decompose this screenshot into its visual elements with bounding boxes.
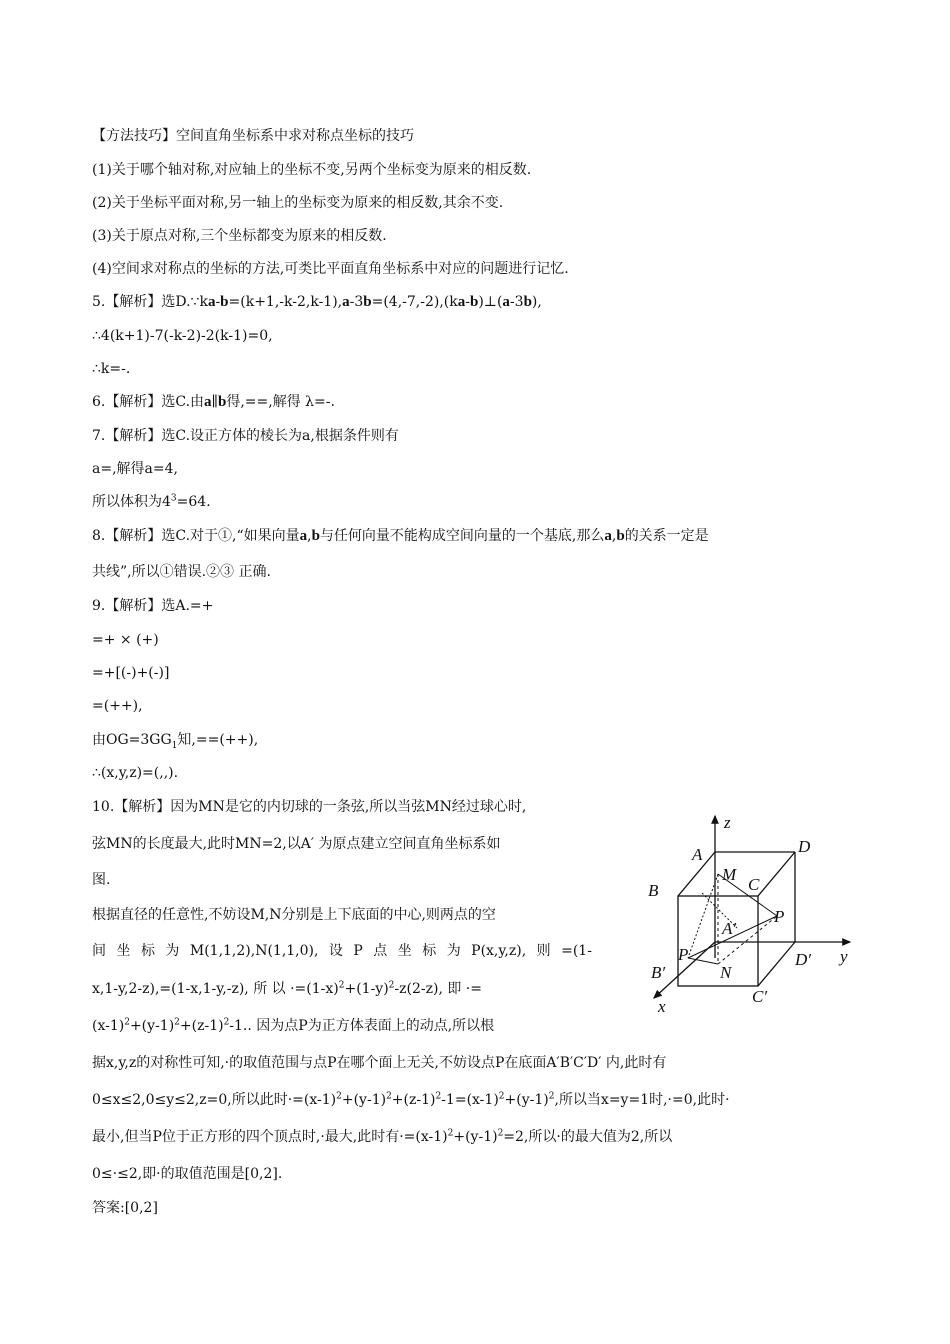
q7-line-3: 所以体积为$4^3=64$. bbox=[92, 493, 211, 510]
method-title: 【方法技巧】空间直角坐标系中求对称点坐标的技巧 bbox=[92, 128, 414, 144]
method-point-1: (1)关于哪个轴对称,对应轴上的坐标不变,另两个坐标变为原来的相反数. bbox=[92, 162, 532, 178]
q9-line-4: =(++), bbox=[92, 698, 143, 714]
q8-line-1: 8.【解析】选C.对于①,“如果向量a,b与任何向量不能构成空间向量的一个基底,那么a,b的关系一定是 bbox=[92, 528, 709, 544]
q5-line-2: ∴4(k+1)-7(-k-2)-2(k-1)=0, bbox=[92, 328, 273, 344]
q8-line-2: 共线”,所以①错误.②③ 正确. bbox=[92, 564, 271, 580]
q10-line-4: 根据直径的任意性,不妨设M,N分别是上下底面的中心,则两点的空 bbox=[92, 907, 496, 923]
q10-line-3: 图. bbox=[92, 872, 111, 888]
label-B-prime: B′ bbox=[651, 963, 666, 982]
label-P-left: P bbox=[678, 945, 689, 964]
q9-line-2: =+ × (+) bbox=[92, 632, 159, 648]
label-C-prime: C′ bbox=[752, 987, 768, 1006]
q7-line-1: 7.【解析】选C.设正方体的棱长为a,根据条件则有 bbox=[92, 428, 399, 444]
label-M: M bbox=[722, 865, 737, 884]
label-P-right: P bbox=[774, 907, 785, 926]
q10-line-7: $(x-1)^2+(y-1)^2+(z-1)^2-1$.. 因为点P为正方体表面上的动点,所以根 bbox=[92, 1017, 495, 1034]
q10-line-8: 据x,y,z的对称性可知,·的取值范围与点P在哪个面上无关,不妨设点P在底面A′B′C′D′ 内,此时有 bbox=[92, 1055, 667, 1071]
q10-line-5: 间 坐 标 为 M(1,1,2),N(1,1,0), 设 P 点 坐 标 为 P(x,y,z), 则 =(1- bbox=[92, 943, 592, 959]
q5-line-1: 5.【解析】选D.∵ka-b=(k+1,-k-2,k-1),a-3b=(4,-7,-2),(ka-b)⊥(a-3b), bbox=[92, 294, 542, 310]
label-N: N bbox=[720, 963, 732, 982]
method-point-2: (2)关于坐标平面对称,另一轴上的坐标变为原来的相反数,其余不变. bbox=[92, 195, 504, 211]
q10-line-2: 弦MN的长度最大,此时MN=2,以A′ 为原点建立空间直角坐标系如 bbox=[92, 836, 501, 852]
q10-line-11: 0≤·≤2,即·的取值范围是[0,2]. bbox=[92, 1166, 283, 1182]
label-A: A bbox=[692, 845, 703, 864]
q9-line-1: 9.【解析】选A.=+ bbox=[92, 598, 214, 614]
label-C: C bbox=[748, 875, 760, 894]
label-D: D bbox=[798, 837, 811, 856]
label-D-prime: D′ bbox=[795, 950, 811, 969]
label-x: x bbox=[658, 997, 666, 1016]
q5-line-3: ∴k=-. bbox=[92, 361, 131, 377]
label-z: z bbox=[724, 813, 731, 832]
q10-line-9: 0≤x≤2,0≤y≤2,z=0,所以此时$\cdot=(x-1)^2+(y-1)^2+(z-1)^2-1=(x-1)^2+(y-1)^2$,所以当x=y=1时,·=0,此时· bbox=[92, 1091, 730, 1108]
q9-line-5: 由$OG=3GG_1$知,==(++), bbox=[92, 732, 259, 751]
q10-line-10: 最小,但当P位于正方形的四个顶点时,·最大,此时有$\cdot=(x-1)^2+(y-1)^2=2$,所以·的最大值为2,所以 bbox=[92, 1128, 673, 1145]
q10-line-6: x,1-y,2-z),=(1-x,1-y,-z), 所 以 $\cdot=(1-x)^2+(1-y)^2-z(2-z)$, 即 ·= bbox=[92, 980, 482, 997]
method-point-3: (3)关于原点对称,三个坐标都变为原来的相反数. bbox=[92, 228, 387, 244]
label-B: B bbox=[648, 881, 659, 900]
q6-line-1: 6.【解析】选C.由a∥b得,==,解得 λ=-. bbox=[92, 394, 335, 410]
q7-line-2: a=,解得a=4, bbox=[92, 461, 178, 477]
q9-line-6: ∴(x,y,z)=(,,). bbox=[92, 765, 179, 781]
label-y: y bbox=[840, 947, 848, 966]
method-point-4: (4)空间求对称点的坐标的方法,可类比平面直角坐标系中对应的问题进行记忆. bbox=[92, 261, 569, 277]
q10-line-1: 10.【解析】因为MN是它的内切球的一条弦,所以当弦MN经过球心时, bbox=[92, 799, 527, 815]
answer: 答案:[0,2] bbox=[92, 1200, 158, 1216]
label-A-prime: A′ bbox=[722, 919, 737, 938]
q9-line-3: =+[(-)+(-)] bbox=[92, 665, 170, 681]
cube-coordinate-figure bbox=[642, 808, 862, 1018]
